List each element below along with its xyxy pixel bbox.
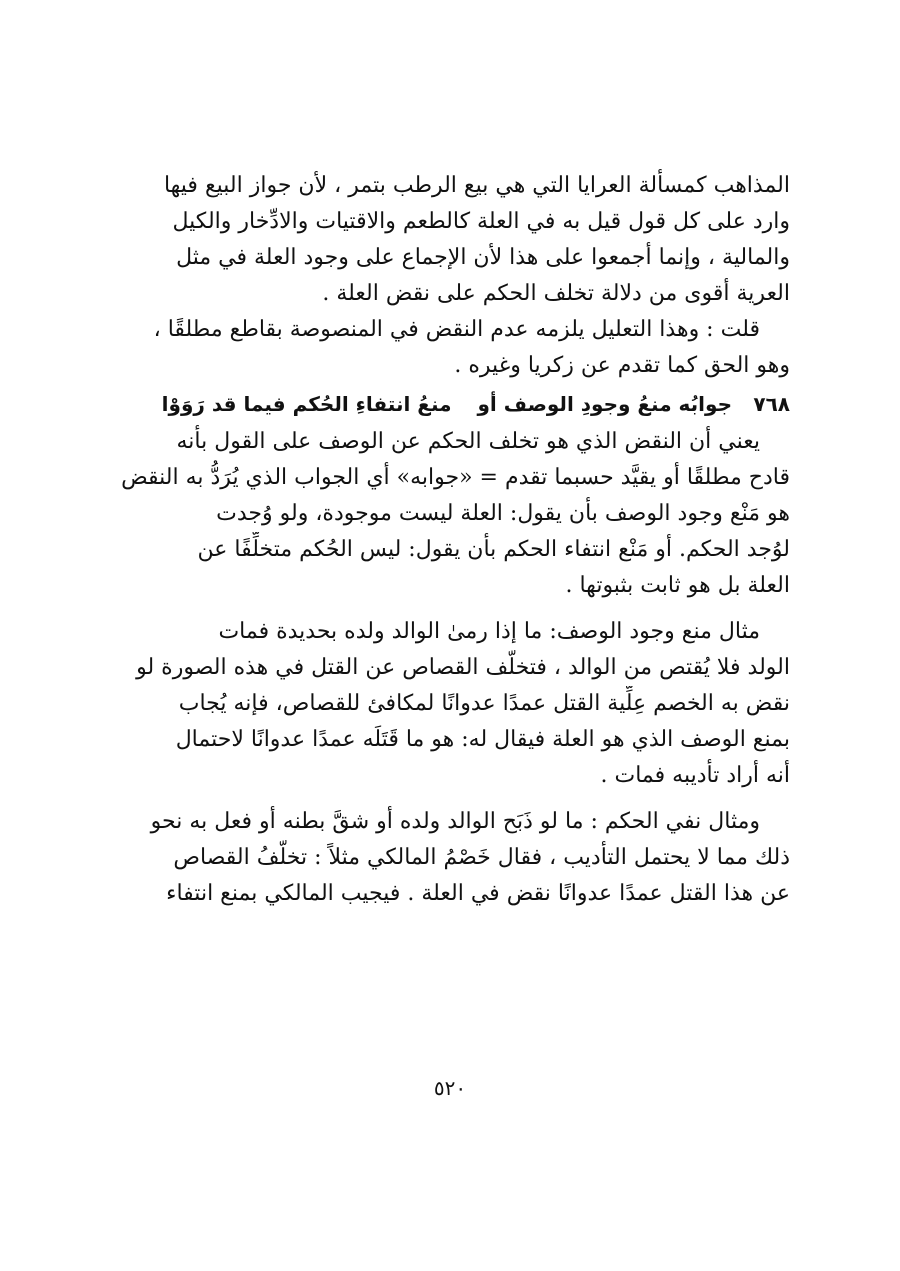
verse-line [118, 384, 790, 424]
text-line: ومثال نفي الحكم : ما لو ذَبَح الوالد ولده أو شقَّ بطنه أو فعل به نحو [150, 809, 760, 834]
text-line: العلة بل هو ثابت بثبوتها . [565, 573, 790, 598]
text-line: قادح مطلقًا أو يقيَّد حسبما تقدم = «جوابه» أي الجواب الذي يُرَدُّ به النقض [121, 465, 790, 490]
text-line: عن هذا القتل عمدًا عدوانًا نقض في العلة . فيجيب المالكي بمنع انتفاء [166, 881, 790, 906]
body-text [118, 168, 790, 912]
text-line: الولد فلا يُقتص من الوالد ، فتخلُّف القصاص عن القتل في هذه الصورة لو [136, 655, 790, 680]
text-line: هو مَنْع وجود الوصف بأن يقول: العلة ليست موجودة، ولو وُجدت [216, 501, 790, 526]
text-line: نقض به الخصم عِلِّية القتل عمدًا عدوانًا لمكافئ للقصاص، فإنه يُجاب [178, 691, 790, 716]
text-line: بمنع الوصف الذي هو العلة فيقال له: هو ما قَتَلَه عمدًا عدوانًا لاحتمال [175, 727, 790, 752]
verse-first-hemistich: جوابُه منعُ وجودِ الوصف أو [477, 392, 732, 416]
paragraph-1 [118, 168, 790, 312]
text-line: العرية أقوى من دلالة تخلف الحكم على نقض العلة . [322, 281, 790, 306]
text-line: أنه أراد تأديبه فمات . [600, 763, 790, 788]
text-line: يعني أن النقض الذي هو تخلف الحكم عن الوصف على القول بأنه [176, 429, 760, 454]
paragraph-2 [118, 312, 790, 384]
text-line: وارد على كل قول قيل به في العلة كالطعم والاقتيات والادِّخار والكيل [172, 209, 790, 234]
text-line: المذاهب كمسألة العرايا التي هي بيع الرطب بتمر ، لأن جواز البيع فيها [163, 173, 790, 198]
text-line: مثال منع وجود الوصف: ما إذا رمىٰ الوالد ولده بحديدة فمات [218, 619, 760, 644]
paragraph-3 [118, 424, 790, 604]
paragraph-gap [118, 794, 790, 804]
verse-second-hemistich: منعُ انتفاءِ الحُكم فيما قد رَوَوْا [161, 392, 452, 416]
text-line: وهو الحق كما تقدم عن زكريا وغيره . [454, 353, 790, 378]
paragraph-gap [118, 604, 790, 614]
text-line: ذلك مما لا يحتمل التأديب ، فقال خَصْمُ المالكي مثلاً : تخلُّفُ القصاص [173, 845, 790, 870]
text-line: لوُجد الحكم. أو مَنْع انتفاء الحكم بأن يقول: ليس الحُكم متخلِّفًا عن [197, 537, 790, 562]
verse-number: ٧٦٨ [753, 392, 790, 416]
paragraph-4 [118, 614, 790, 794]
text-line: والمالية ، وإنما أجمعوا على هذا لأن الإجماع على وجود العلة في مثل [176, 245, 790, 270]
page-number: ٥٢٠ [433, 1076, 467, 1100]
paragraph-5 [118, 804, 790, 912]
text-line: قلت : وهذا التعليل يلزمه عدم النقض في المنصوصة بقاطع مطلقًا ، [153, 317, 760, 342]
